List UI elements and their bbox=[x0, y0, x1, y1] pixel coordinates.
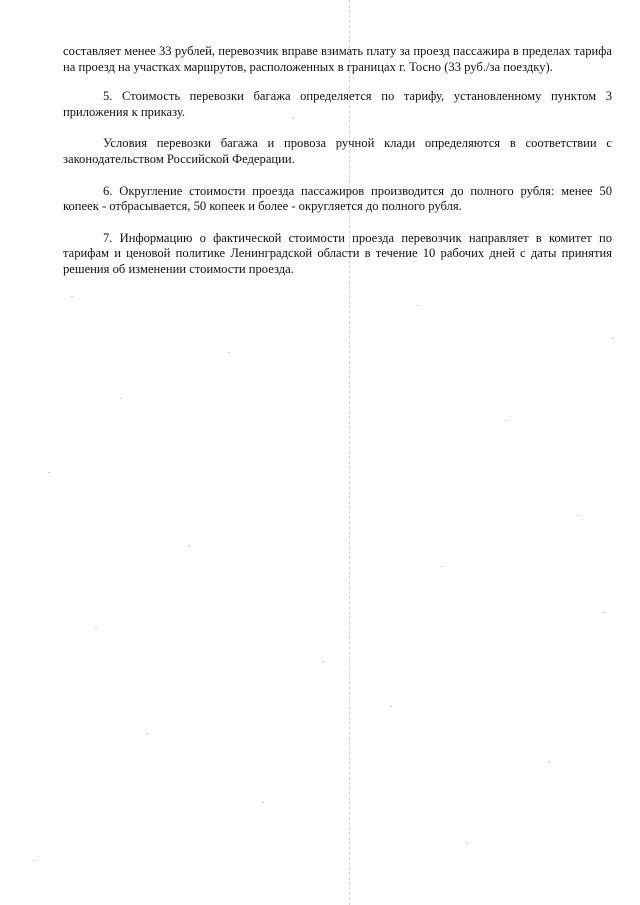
paragraph-baggage-conditions: Условия перевозки багажа и провоза ручной клади определяются в соответствии с законодательством Российской Федерации. bbox=[63, 136, 612, 166]
document-body bbox=[63, 44, 612, 278]
paragraph-6-rounding: 6. Округление стоимости проезда пассажиров производится до полного рубля: менее 50 копеек - отбрасывается, 50 копеек и более - округляется до полного рубля. bbox=[63, 183, 612, 214]
paragraph-tariff-continuation: составляет менее 33 рублей, перевозчик вправе взимать плату за проезд пассажира в пределах тарифа на проезд на участках маршрутов, расположенных в границах г. Тосно (33 руб./за поездку). bbox=[63, 44, 612, 74]
paragraph-5-baggage-cost: 5. Стоимость перевозки багажа определяется по тарифу, установленному пунктом 3 приложения к приказу. bbox=[63, 89, 612, 119]
paragraph-7-information: 7. Информацию о фактической стоимости проезда перевозчик направляет в комитет по тарифам и ценовой политике Ленинградской области в течение 10 рабочих дней с даты принятия решения об изменении стоимости проезда. bbox=[63, 230, 612, 276]
